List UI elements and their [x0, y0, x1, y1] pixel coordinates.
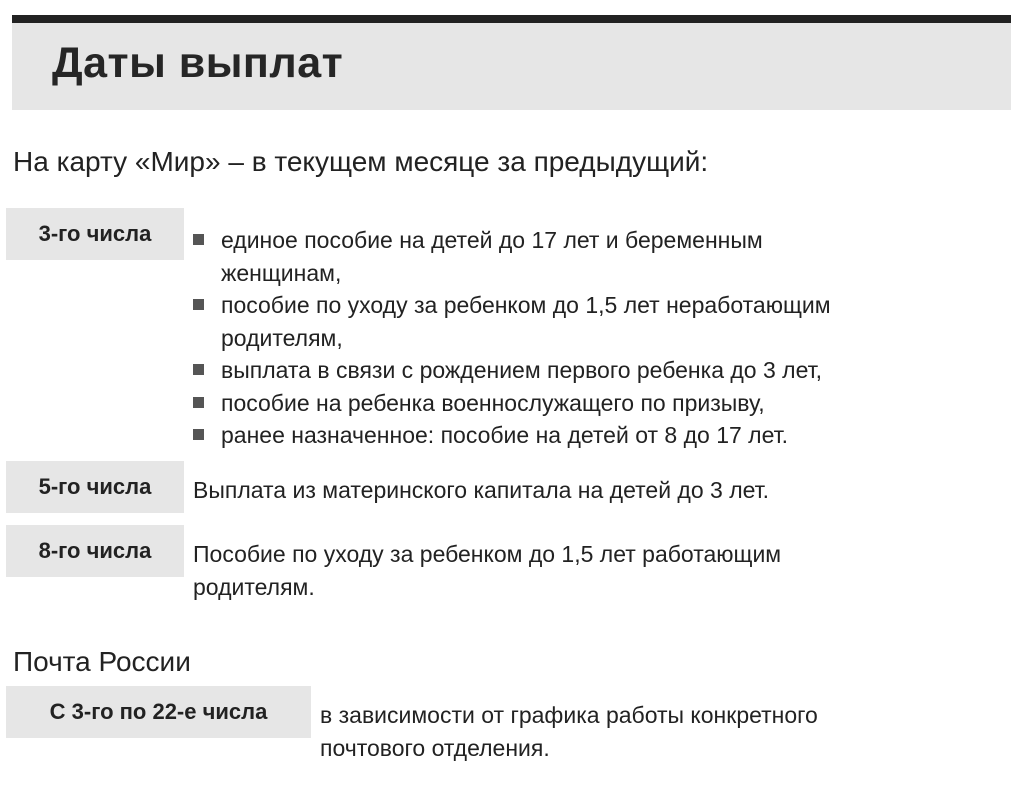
- list-item: [193, 224, 831, 289]
- square-bullet-icon: [193, 234, 204, 245]
- date-tag-3-22: С 3-го по 22-е числа: [6, 686, 311, 738]
- list-item-line: пособие на ребенка военнослужащего по призыву,: [221, 389, 765, 416]
- square-bullet-icon: [193, 364, 204, 375]
- list-item: [193, 419, 831, 452]
- mir-card-heading: На карту «Мир» – в текущем месяце за предыдущий:: [13, 146, 709, 177]
- list-item: [193, 289, 831, 354]
- post-russia-heading: Почта России: [13, 646, 191, 677]
- list-item: [193, 387, 831, 420]
- description-line: родителям.: [193, 573, 315, 600]
- description-line: Пособие по уходу за ребенком до 1,5 лет работающим: [193, 541, 782, 567]
- date-5-description: [193, 474, 769, 507]
- page-title: Даты выплат: [52, 39, 344, 87]
- date-tag-3: 3-го числа: [6, 208, 184, 260]
- list-item-line: единое пособие на детей до 17 лет и беременным: [221, 227, 763, 253]
- post-description: [320, 699, 818, 764]
- top-rule: [12, 15, 1011, 23]
- description-line: в зависимости от графика работы конкретного: [320, 702, 818, 728]
- list-item-line: выплата в связи с рождением первого ребенка до 3 лет,: [221, 357, 822, 383]
- date-tag-5: 5-го числа: [6, 461, 184, 513]
- list-item-line: ранее назначенное: пособие на детей от 8 до 17 лет.: [221, 422, 788, 448]
- description-line: почтового отделения.: [320, 734, 550, 761]
- benefits-list-3: [193, 224, 831, 452]
- square-bullet-icon: [193, 429, 204, 440]
- square-bullet-icon: [193, 397, 204, 408]
- title-band: [12, 23, 1011, 110]
- square-bullet-icon: [193, 299, 204, 310]
- date-tag-8: 8-го числа: [6, 525, 184, 577]
- list-item-line: пособие по уходу за ребенком до 1,5 лет неработающим: [221, 292, 831, 318]
- list-item: [193, 354, 831, 387]
- list-item-line: родителям,: [221, 324, 343, 351]
- description-line: Выплата из материнского капитала на детей до 3 лет.: [193, 477, 770, 503]
- date-8-description: [193, 538, 781, 603]
- list-item-line: женщинам,: [221, 259, 342, 286]
